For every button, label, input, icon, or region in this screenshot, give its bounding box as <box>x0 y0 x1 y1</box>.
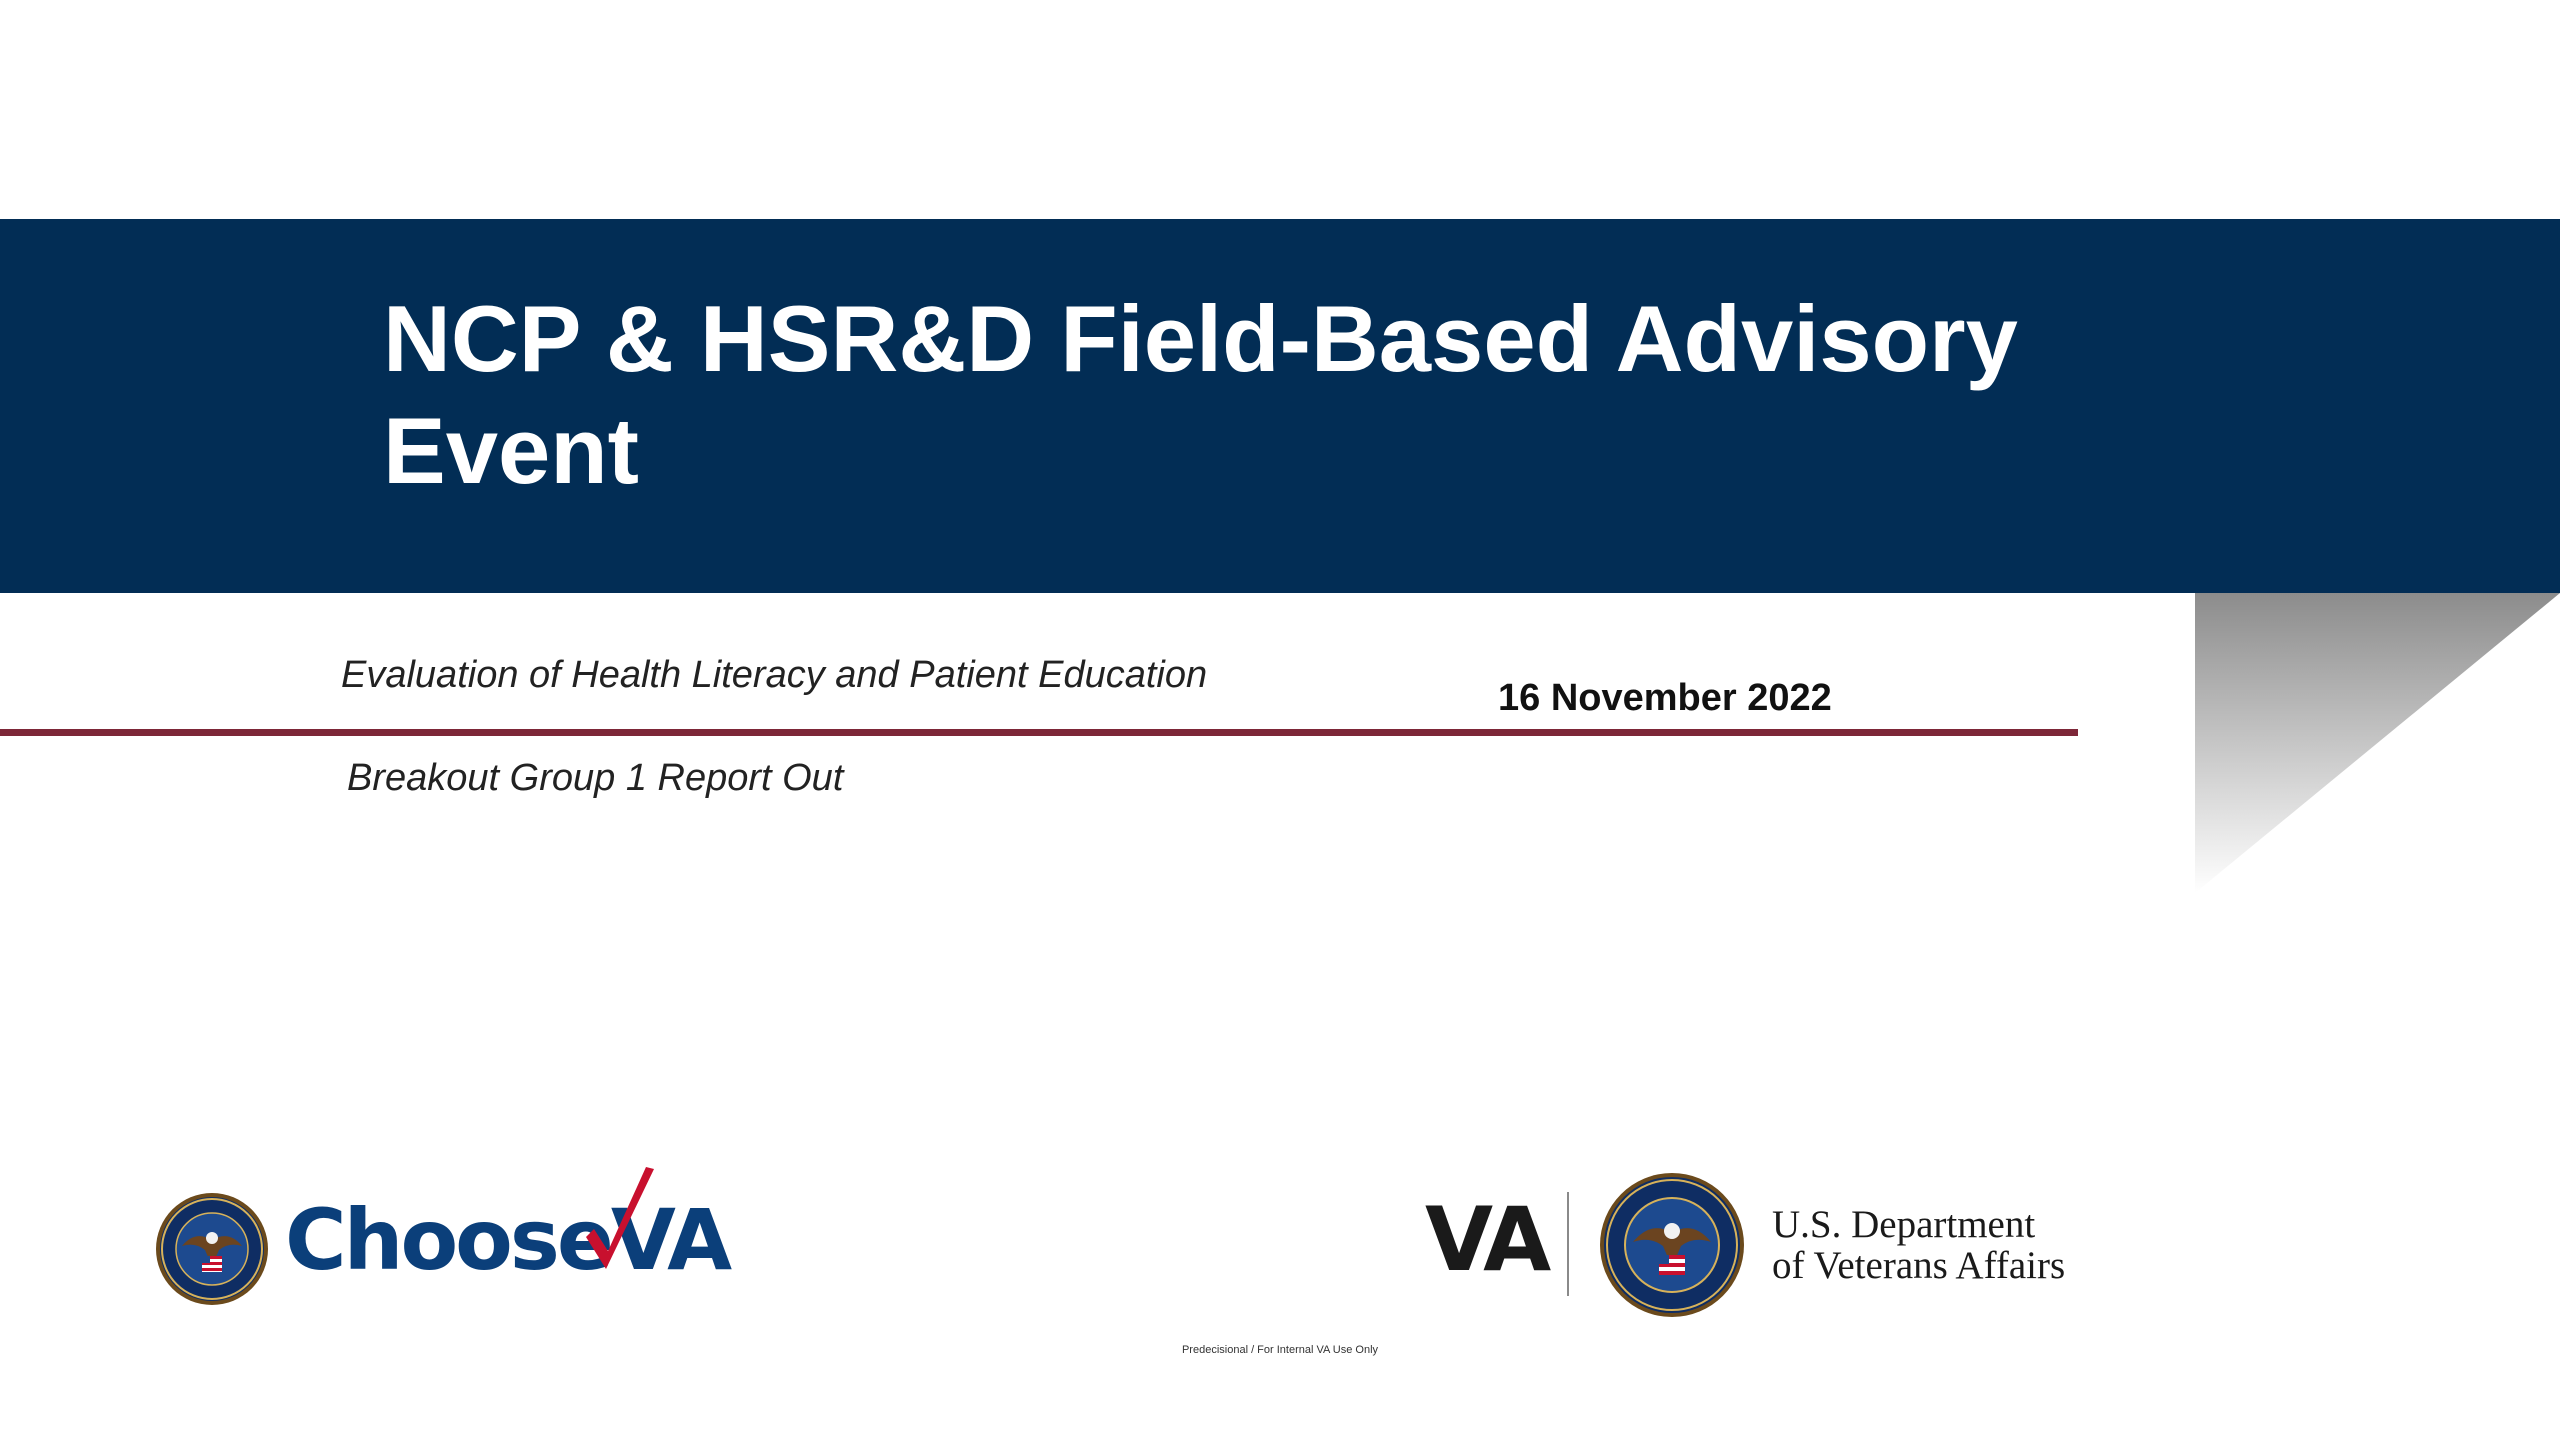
choose-va-logo <box>155 1165 730 1315</box>
va-department-name <box>1772 1204 2065 1286</box>
va-department-logo <box>1425 1170 2085 1320</box>
choose-va-wordmark <box>285 1185 729 1295</box>
checkmark-icon <box>580 1165 660 1285</box>
va-letters: VA <box>1425 1188 1548 1291</box>
footer-note: Predecisional / For Internal VA Use Only <box>1181 1344 1379 1356</box>
subtitle: Evaluation of Health Literacy and Patient Education <box>341 654 1208 696</box>
va-dept-line1: U.S. Department <box>1772 1203 2036 1246</box>
breakout-label: Breakout Group 1 Report Out <box>347 757 844 799</box>
logo-divider <box>1567 1192 1569 1296</box>
va-seal-icon <box>155 1192 269 1306</box>
slide-title: NCP & HSR&D Field-Based Advisory Event <box>383 286 2018 503</box>
va-dept-line2: of Veterans Affairs <box>1772 1244 2066 1287</box>
choose-va-prefix: Choose <box>285 1191 611 1289</box>
presentation-date: 16 November 2022 <box>1498 677 1832 719</box>
divider-rule <box>0 729 2078 736</box>
corner-fold-decoration <box>2195 593 2560 893</box>
choose-va-suffix: VA <box>610 1191 730 1289</box>
va-seal-icon <box>1599 1172 1745 1318</box>
